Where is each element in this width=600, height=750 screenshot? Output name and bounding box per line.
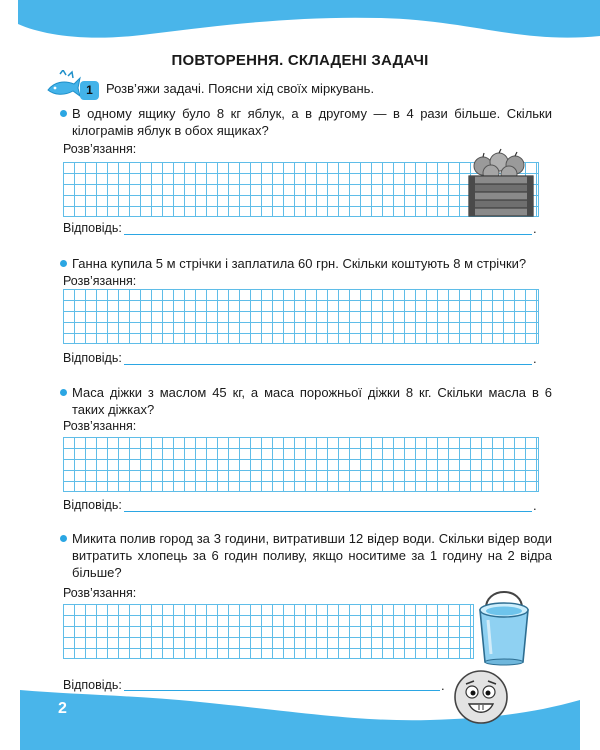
task-1-answer-line[interactable] [124,234,532,235]
exercise-instruction: Розв’яжи задачі. Поясни хід своїх міркувань. [106,81,375,96]
page-title: ПОВТОРЕННЯ. СКЛАДЕНІ ЗАДАЧІ [171,52,429,69]
task-1-answer-period: . [533,221,537,236]
task-3-solution-label: Розв’язання: [63,419,137,433]
bullet-icon [60,535,67,542]
task-1 [72,105,552,139]
task-2-text: Ганна купила 5 м стрічки і заплатила 60 грн. Скільки коштують 8 м стрічки? [72,256,527,271]
bullet-icon [60,260,67,267]
exercise-number: 1 [80,81,99,100]
bullet-icon [60,110,67,117]
task-2-solution-label: Розв’язання: [63,274,137,288]
task-1-solution-label: Розв’язання: [63,142,137,156]
task-3-solution-grid[interactable] [63,437,539,492]
task-3-answer-line[interactable] [124,511,532,512]
task-3-text: Маса діжки з маслом 45 кг, а маса порожньої діжки 8 кг. Скільки масла в 6 таких діжках? [72,385,552,417]
task-4-answer-period: . [441,678,445,693]
page-number: 2 [58,700,67,717]
task-2 [72,255,552,272]
task-3-answer-period: . [533,498,537,513]
task-4-solution-label: Розв’язання: [63,586,137,600]
header-wave [0,0,600,60]
task-3-answer-label: Відповідь: [63,498,122,512]
task-2-answer-period: . [533,351,537,366]
task-2-answer-label: Відповідь: [63,351,122,365]
task-4-solution-grid[interactable] [63,604,474,659]
crate-of-apples-icon [467,148,535,218]
task-2-solution-grid[interactable] [63,289,539,344]
task-2-answer-line[interactable] [124,364,532,365]
water-bucket-icon [474,580,534,666]
task-4-answer-line[interactable] [124,690,440,691]
bullet-icon [60,389,67,396]
smiley-face-icon [452,668,510,726]
task-1-text: В одному ящику було 8 кг яблук, а в другому — в 4 рази більше. Скільки кілограмів яблук в обох ящиках? [72,106,552,138]
task-4 [72,530,552,581]
decorative-fish-icon [46,70,82,100]
task-4-answer-label: Відповідь: [63,678,122,692]
task-1-answer-label: Відповідь: [63,221,122,235]
task-3 [72,384,552,418]
task-4-text: Микита полив город за 3 години, витративши 12 відер води. Скільки відер води витратить хлопець за 6 годин поливу, якщо носитиме за 1 годину на 2 відра більше? [72,531,552,580]
